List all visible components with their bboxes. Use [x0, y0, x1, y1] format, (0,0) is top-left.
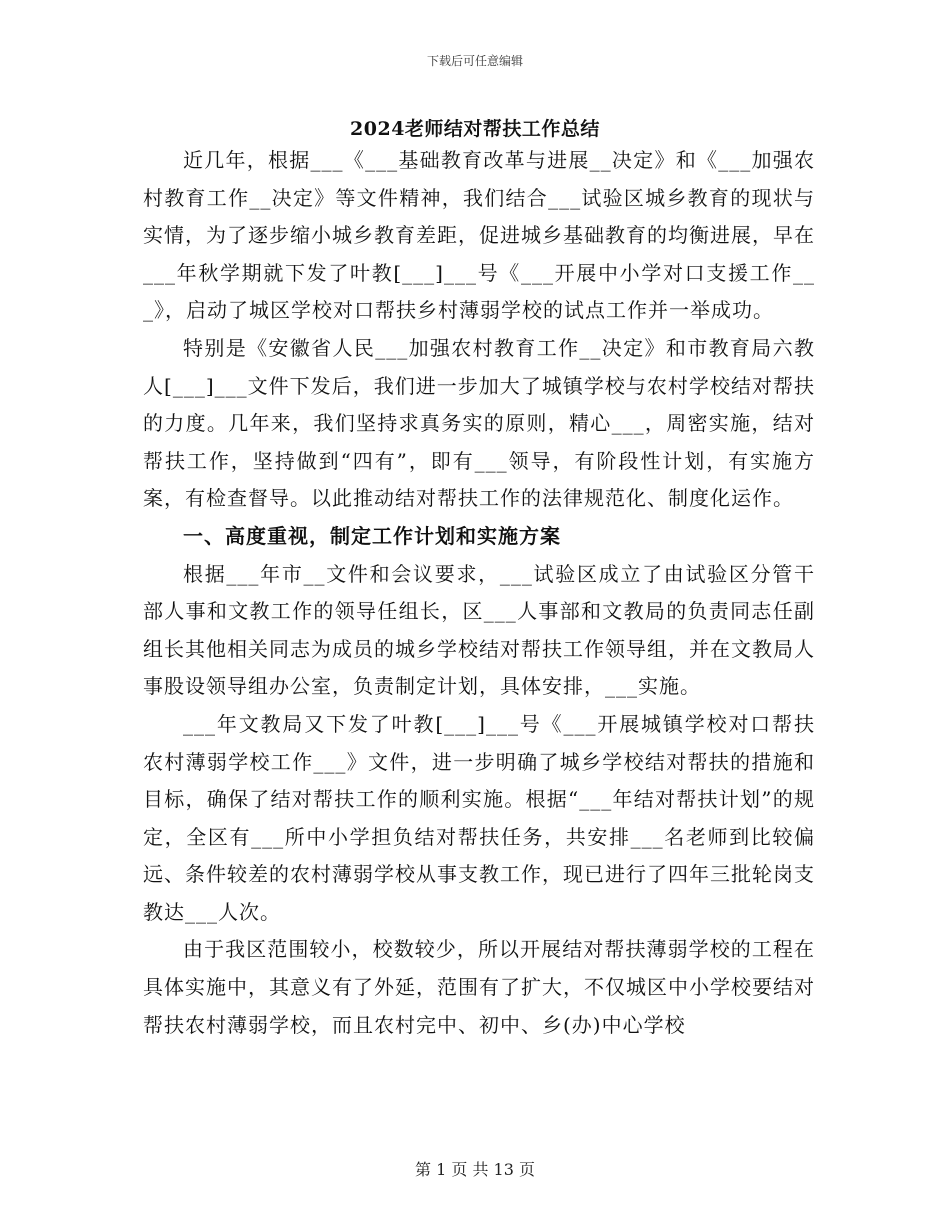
page-number: 第 1 页 共 13 页	[415, 1160, 535, 1179]
section1-paragraph-leadership: 根据___年市__文件和会议要求，___试验区成立了由试验区分管干部人事和文教工作的领导任组长，区___人事部和文教局的负责同志任副组长其他相关同志为成员的城乡学校结对帮扶工作领导组，并在文教局人事股设领导组办公室，负责制定计划，具体安排，___实施。	[143, 561, 815, 699]
section1-paragraph-scope: 由于我区范围较小，校数较少，所以开展结对帮扶薄弱学校的工程在具体实施中，其意义有了外延，范围有了扩大，不仅城区中小学校要结对帮扶农村薄弱学校，而且农村完中、初中、乡(办)中心学校	[143, 937, 815, 1037]
paragraph-special: 特别是《安徽省人民___加强农村教育工作__决定》和市教育局六教人[___]___文件下发后，我们进一步加大了城镇学校与农村学校结对帮扶的力度。几年来，我们坚持求真务实的原则，精心___，周密实施，结对帮扶工作，坚持做到“四有”，即有___领导，有阶段性计划，有实施方案，有检查督导。以此推动结对帮扶工作的法律规范化、制度化运作。	[143, 335, 815, 511]
document-title: 2024老师结对帮扶工作总结	[350, 118, 600, 140]
section-heading-1: 一、高度重视，制定工作计划和实施方案	[183, 523, 561, 548]
document-body	[143, 142, 815, 1044]
paragraph-intro: 近几年，根据___《___基础教育改革与进展__决定》和《___加强农村教育工作__决定》等文件精神，我们结合___试验区城乡教育的现状与实情，为了逐步缩小城乡教育差距，促进城乡基础教育的均衡进展，早在___年秋学期就下发了叶教[___]___号《___开展中小学对口支援工作___》，启动了城区学校对口帮扶乡村薄弱学校的试点工作并一举成功。	[143, 148, 815, 323]
section1-paragraph-notice: ___年文教局又下发了叶教[___]___号《___开展城镇学校对口帮扶农村薄弱学校工作___》文件，进一步明确了城乡学校结对帮扶的措施和目标，确保了结对帮扶工作的顺利实施。根据“___年结对帮扶计划”的规定，全区有___所中小学担负结对帮扶任务，共安排___名老师到比较偏远、条件较差的农村薄弱学校从事支教工作，现已进行了四年三批轮岗支教达___人次。	[143, 711, 815, 924]
page-header-note: 下载后可任意编辑	[426, 54, 523, 68]
